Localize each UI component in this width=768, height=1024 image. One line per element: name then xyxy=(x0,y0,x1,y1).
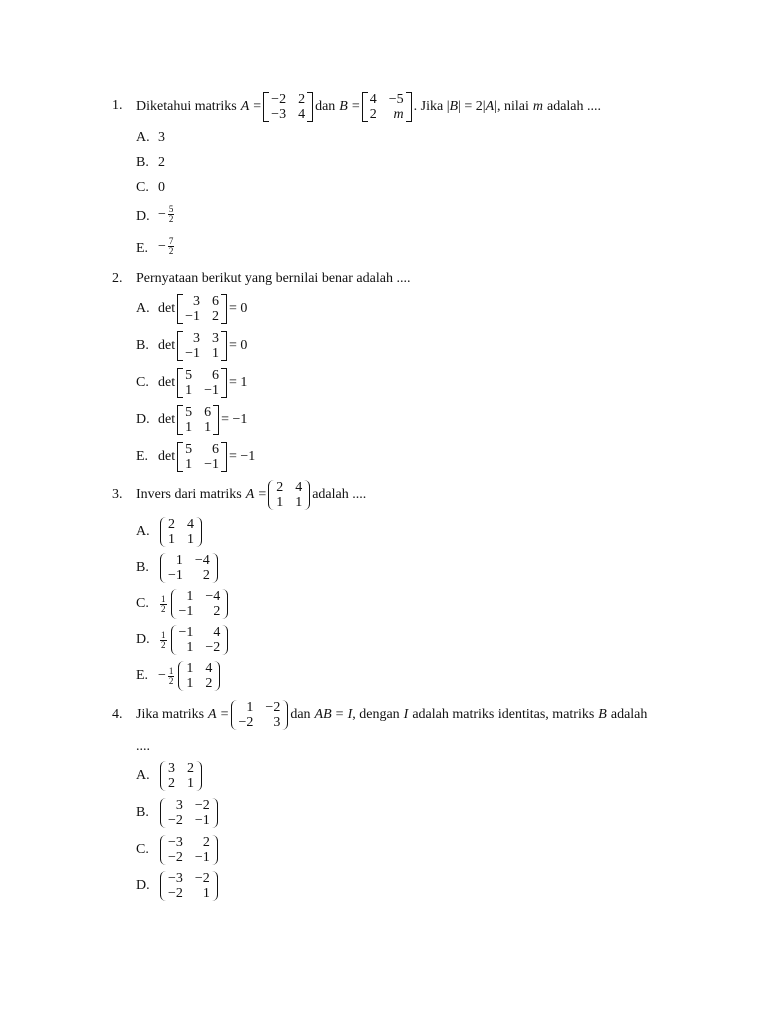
matrix-cell: 3 xyxy=(168,761,175,776)
option-det xyxy=(158,331,247,361)
q3-eq: = xyxy=(258,487,267,502)
matrix-cell: 2 xyxy=(187,761,194,776)
q4-text-1: Jika matriks xyxy=(136,707,205,722)
q1-eq-2: = xyxy=(351,99,360,114)
question-1-text xyxy=(136,92,601,122)
option-label: B. xyxy=(136,560,149,575)
matrix-cell: 1 xyxy=(187,532,194,547)
option-text: 3 xyxy=(158,130,165,145)
matrix-cell: −2 xyxy=(265,700,281,715)
matrix-cell: 2 xyxy=(168,517,175,532)
q4-text-6: adalah xyxy=(610,707,648,722)
matrix-cell: −1 xyxy=(194,850,210,865)
option-det xyxy=(158,368,247,398)
fraction xyxy=(160,631,167,650)
option-label: A. xyxy=(136,768,150,783)
option-label: B. xyxy=(136,338,149,353)
matrix-cell: −4 xyxy=(194,553,210,568)
matrix-cell: −2 xyxy=(168,886,183,901)
option-matrix xyxy=(158,761,204,791)
det-label: det xyxy=(158,338,176,353)
option-det xyxy=(158,294,247,324)
option-matrix xyxy=(158,798,220,828)
option-matrix xyxy=(158,835,220,865)
q4-var-ab: AB xyxy=(314,707,332,722)
matrix-cell: −1 xyxy=(185,346,201,361)
option-fraction xyxy=(158,205,176,224)
q1-matrix-var-a: A xyxy=(240,99,250,114)
matrix-cell: −4 xyxy=(205,589,221,604)
matrix-cell: 1 xyxy=(246,700,254,715)
matrix-cell: 4 xyxy=(187,517,194,532)
q4-matrix-a xyxy=(231,700,289,730)
q4-var-b: B xyxy=(598,707,607,722)
matrix-cell: 2 xyxy=(168,776,175,791)
matrix-cell: 5 xyxy=(185,405,193,420)
fraction xyxy=(168,237,175,256)
matrix-cell: 4 xyxy=(295,480,303,495)
option-matrix xyxy=(158,553,220,583)
matrix-cell: 2 xyxy=(202,568,210,583)
q1-var: B xyxy=(449,99,459,114)
q1-text-3e: |, nilai xyxy=(494,99,529,114)
matrix-cell: 1 xyxy=(295,495,303,510)
det-label: det xyxy=(158,375,176,390)
fraction-den: 2 xyxy=(161,603,166,614)
fraction-den: 2 xyxy=(168,246,174,256)
matrix xyxy=(160,871,218,901)
q4-text-5: adalah matriks identitas, matriks xyxy=(412,707,595,722)
matrix-cell: −3 xyxy=(168,871,183,886)
matrix xyxy=(160,798,218,828)
q3-text-2: adalah .... xyxy=(312,487,367,502)
question-number: 4. xyxy=(112,707,123,722)
matrix-cell: 1 xyxy=(212,346,220,361)
fraction-num: 1 xyxy=(161,593,166,604)
option-label: A. xyxy=(136,301,150,316)
matrix-cell: 1 xyxy=(185,457,193,472)
matrix xyxy=(160,553,218,583)
option-matrix xyxy=(158,517,204,547)
matrix-cell: 1 xyxy=(186,661,194,676)
matrix-cell: −1 xyxy=(204,383,220,398)
q1-matrix-b xyxy=(362,92,412,122)
q1-text-3: . Jika | xyxy=(413,99,450,114)
matrix xyxy=(177,442,227,472)
matrix-cell: −2 xyxy=(205,640,221,655)
matrix-cell: −2 xyxy=(271,92,287,107)
q4-text-4: , dengan xyxy=(352,707,400,722)
option-label: C. xyxy=(136,842,149,857)
matrix-cell: 1 xyxy=(168,532,175,547)
fraction xyxy=(168,667,175,686)
q4-var-i: I xyxy=(347,707,353,722)
matrix-cell: 2 xyxy=(205,676,213,691)
matrix-cell: 1 xyxy=(204,420,212,435)
option-det xyxy=(158,442,255,472)
matrix-cell: 2 xyxy=(276,480,284,495)
minus-sign: − xyxy=(158,668,166,683)
minus-sign: − xyxy=(158,238,166,254)
option-label: E. xyxy=(136,449,149,464)
q4-text-2: dan xyxy=(290,707,311,722)
q1-matrix-var-b: B xyxy=(339,99,348,114)
option-matrix xyxy=(158,589,230,619)
matrix-cell: 1 xyxy=(202,886,210,901)
matrix xyxy=(178,661,220,691)
q4-eq-2: = xyxy=(335,707,344,722)
option-text: 0 xyxy=(158,180,165,195)
matrix-cell: 4 xyxy=(369,92,377,107)
matrix-cell: −1 xyxy=(178,604,194,619)
matrix-cell: −5 xyxy=(388,92,404,107)
option-label: C. xyxy=(136,375,149,390)
q4-matrix-var-a: A xyxy=(208,707,217,722)
option-label: E. xyxy=(136,241,149,256)
minus-sign: − xyxy=(158,206,166,222)
det-rhs: = −1 xyxy=(221,412,248,427)
option-matrix xyxy=(158,625,230,655)
fraction-num: 1 xyxy=(168,665,174,676)
matrix-cell: −2 xyxy=(194,798,210,813)
option-label: E. xyxy=(136,668,149,683)
question-4-continuation: .... xyxy=(136,739,150,754)
matrix-cell: 3 xyxy=(175,798,183,813)
q3-matrix-a xyxy=(268,480,310,510)
matrix-cell: −2 xyxy=(168,850,183,865)
q3-text-1: Invers dari matriks xyxy=(136,487,242,502)
matrix-cell: 1 xyxy=(186,640,194,655)
matrix xyxy=(177,331,227,361)
option-label: A. xyxy=(136,130,150,145)
fraction-num: 7 xyxy=(168,236,174,246)
matrix-cell: 4 xyxy=(213,625,221,640)
matrix-cell: −1 xyxy=(194,813,210,828)
option-matrix xyxy=(158,661,222,691)
matrix-cell: 6 xyxy=(212,368,220,383)
matrix xyxy=(171,589,229,619)
matrix-cell: 1 xyxy=(175,553,183,568)
matrix xyxy=(177,368,227,398)
matrix xyxy=(171,625,229,655)
q1-text-2: dan xyxy=(315,99,336,114)
matrix-cell: 1 xyxy=(185,383,193,398)
question-3-text xyxy=(136,480,366,510)
q1-eq: = xyxy=(253,99,262,114)
det-label: det xyxy=(158,412,176,427)
matrix-cell: 5 xyxy=(185,368,193,383)
matrix-cell: −2 xyxy=(194,871,210,886)
det-label: det xyxy=(158,301,176,316)
option-text: 2 xyxy=(158,155,165,170)
option-fraction xyxy=(158,237,176,256)
q1-matrix-a xyxy=(263,92,313,122)
matrix-cell: −1 xyxy=(185,309,201,324)
matrix xyxy=(177,294,227,324)
matrix xyxy=(177,405,219,435)
question-number: 2. xyxy=(112,271,123,286)
matrix-cell: 3 xyxy=(193,294,201,309)
question-4-text xyxy=(136,700,647,730)
fraction xyxy=(160,595,167,614)
matrix-cell: 1 xyxy=(185,420,193,435)
matrix-cell: 1 xyxy=(276,495,284,510)
matrix-cell: 6 xyxy=(212,442,220,457)
matrix-cell: −3 xyxy=(168,835,183,850)
matrix-cell: 2 xyxy=(369,107,377,122)
matrix-cell: 2 xyxy=(212,309,220,324)
question-2-text: Pernyataan berikut yang bernilai benar adalah .... xyxy=(136,271,411,286)
fraction-den: 2 xyxy=(168,214,174,224)
matrix-cell: 3 xyxy=(212,331,220,346)
matrix-cell: m xyxy=(393,107,404,122)
matrix-cell: 1 xyxy=(187,776,194,791)
option-label: D. xyxy=(136,209,150,224)
option-det xyxy=(158,405,247,435)
matrix-cell: −3 xyxy=(271,107,287,122)
q1-text-3c: | = 2| xyxy=(458,99,486,114)
q1-text-3g: adalah .... xyxy=(546,99,602,114)
matrix-cell: −1 xyxy=(204,457,220,472)
q3-matrix-var-a: A xyxy=(245,487,255,502)
question-number: 3. xyxy=(112,487,123,502)
matrix-cell: 5 xyxy=(185,442,193,457)
fraction-num: 1 xyxy=(161,629,166,640)
matrix-cell: −1 xyxy=(168,568,183,583)
matrix-cell: 3 xyxy=(193,331,201,346)
option-label: C. xyxy=(136,596,149,611)
matrix-cell: 6 xyxy=(212,294,220,309)
option-label: D. xyxy=(136,632,150,647)
fraction-den: 2 xyxy=(168,675,174,686)
fraction-den: 2 xyxy=(161,639,166,650)
option-label: A. xyxy=(136,524,150,539)
matrix-cell: 2 xyxy=(298,92,306,107)
q4-var-i: I xyxy=(403,707,409,722)
det-rhs: = 1 xyxy=(229,375,248,390)
matrix-cell: −1 xyxy=(178,625,194,640)
option-label: D. xyxy=(136,878,150,893)
matrix xyxy=(160,835,218,865)
matrix-cell: 4 xyxy=(298,107,306,122)
option-label: B. xyxy=(136,805,149,820)
matrix-cell: 6 xyxy=(204,405,212,420)
fraction-num: 5 xyxy=(168,204,174,214)
matrix-cell: 4 xyxy=(205,661,213,676)
q1-var: m xyxy=(532,99,543,114)
det-label: det xyxy=(158,449,176,464)
option-label: D. xyxy=(136,412,150,427)
det-rhs: = −1 xyxy=(229,449,256,464)
det-rhs: = 0 xyxy=(229,338,248,353)
matrix-cell: 1 xyxy=(186,589,194,604)
q1-var: A xyxy=(485,99,495,114)
matrix-cell: −2 xyxy=(238,715,254,730)
matrix-cell: 1 xyxy=(186,676,194,691)
matrix-cell: 2 xyxy=(213,604,221,619)
matrix-cell: 3 xyxy=(273,715,281,730)
matrix-cell: 2 xyxy=(202,835,210,850)
option-label: B. xyxy=(136,155,149,170)
q1-text-1: Diketahui matriks xyxy=(136,99,237,114)
matrix-cell: −2 xyxy=(168,813,183,828)
matrix xyxy=(160,517,202,547)
option-label: C. xyxy=(136,180,149,195)
question-number: 1. xyxy=(112,98,123,113)
matrix xyxy=(160,761,202,791)
option-matrix xyxy=(158,871,220,901)
det-rhs: = 0 xyxy=(229,301,248,316)
fraction xyxy=(168,205,175,224)
q4-eq: = xyxy=(220,707,229,722)
